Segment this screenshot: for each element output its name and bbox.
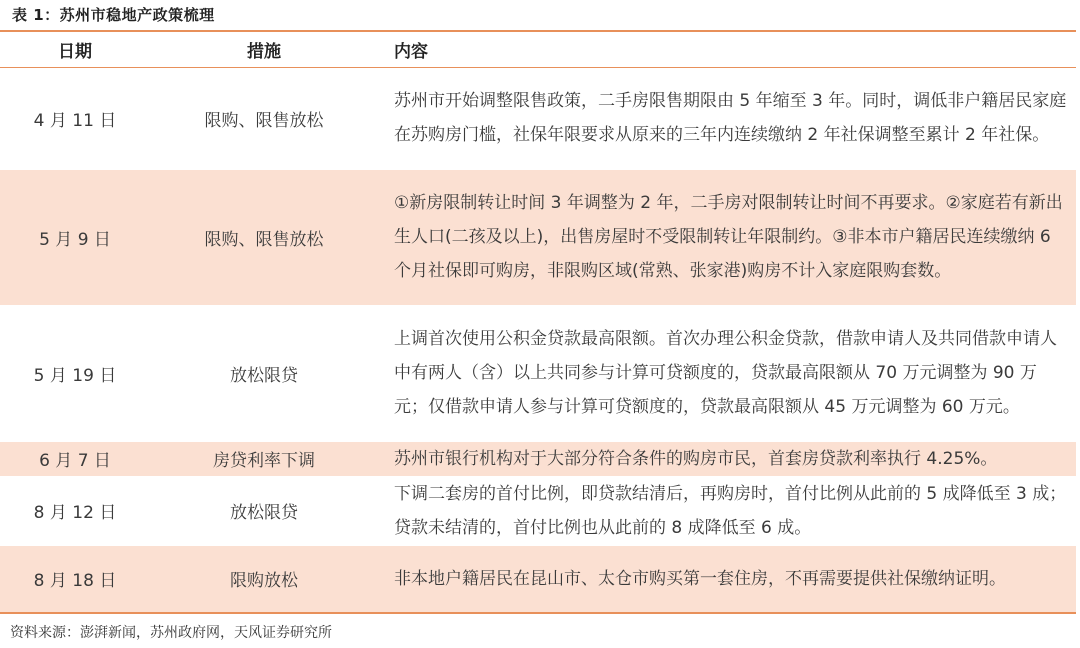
row-content: 苏州市开始调整限售政策，二手房限售期限由 5 年缩至 3 年。同时，调低非户籍居民家庭在苏购房门槛，社保年限要求从原来的三年内连续缴纳 2 年社保调整至累计 2 年社保。 (394, 91, 1067, 145)
row-content: 下调二套房的首付比例，即贷款结清后，再购房时，首付比例从此前的 5 成降低至 3 成；贷款未结清的，首付比例也从此前的 8 成降低至 6 成。 (394, 483, 1067, 538)
row-date: 8 月 12 日 (33, 503, 117, 523)
row-content: 非本地户籍居民在昆山市、太仓市购买第一套住房，不再需要提供社保缴纳证明。 (394, 568, 1006, 589)
table-header-row (0, 31, 1076, 67)
row-measure: 限购放松 (230, 571, 298, 592)
table-row (0, 67, 1076, 169)
row-content: ①新房限制转让时间 3 年调整为 2 年，二手房对限制转让时间不再要求。②家庭若有新出生人口(二孩及以上)，出售房屋时不受限制转让年限制约。③非本市户籍居民连续缴纳 6 个月社保即可购房，非限购区域(常熟、张家港)购房不计入家庭限购套数。 (394, 193, 1063, 281)
row-measure: 放松限贷 (230, 365, 298, 386)
row-date: 4 月 11 日 (33, 110, 117, 131)
table-row (0, 305, 1076, 441)
table-row (0, 476, 1076, 545)
row-date: 5 月 9 日 (39, 229, 111, 250)
row-measure: 房贷利率下调 (213, 451, 315, 471)
table-row (0, 169, 1076, 305)
header-content: 内容 (394, 41, 428, 62)
header-date: 日期 (58, 41, 92, 62)
row-content: 苏州市银行机构对于大部分符合条件的购房市民，首套房贷款利率执行 4.25%。 (394, 448, 998, 469)
table-title: 表 1：苏州市稳地产政策梳理 (12, 6, 215, 24)
table-row (0, 545, 1076, 613)
row-date: 6 月 7 日 (39, 451, 111, 471)
row-measure: 放松限贷 (230, 503, 298, 523)
policy-table (0, 30, 1076, 614)
source-note: 资料来源：澎湃新闻，苏州政府网，天风证券研究所 (10, 625, 332, 641)
table-row (0, 441, 1076, 476)
row-date: 8 月 18 日 (33, 571, 117, 592)
header-measure: 措施 (247, 41, 281, 62)
row-measure: 限购、限售放松 (204, 110, 324, 131)
row-content: 上调首次使用公积金贷款最高限额。首次办理公积金贷款，借款申请人及共同借款申请人中有两人（含）以上共同参与计算可贷额度的，贷款最高限额从 70 万元调整为 90 万元；仅借款申请人参与计算可贷额度的，贷款最高限额从 45 万元调整为 60 万元。 (394, 329, 1057, 417)
row-measure: 限购、限售放松 (204, 229, 324, 250)
row-date: 5 月 19 日 (33, 365, 117, 386)
